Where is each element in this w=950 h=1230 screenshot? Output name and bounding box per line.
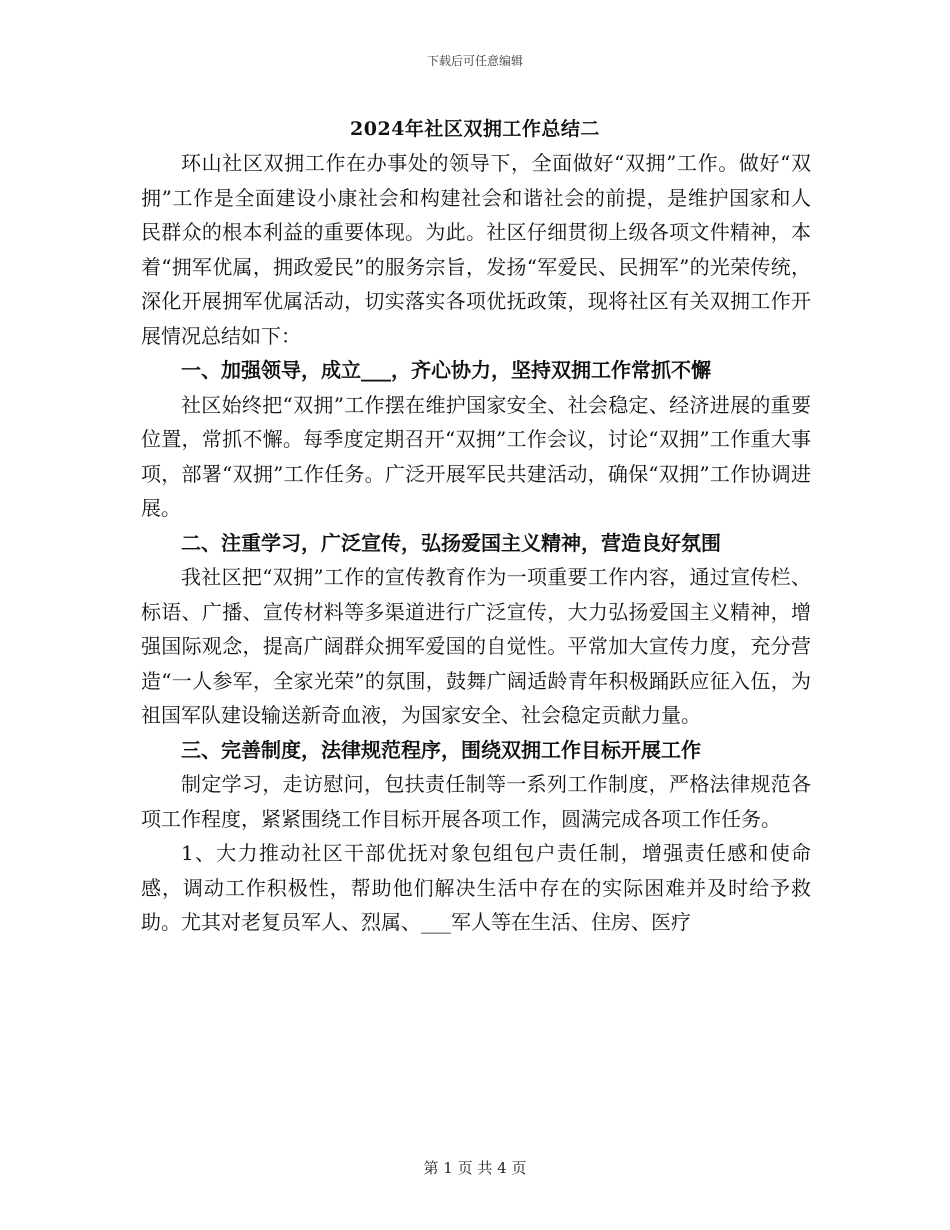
body-paragraph: 社区始终把“双拥”工作摆在维护国家安全、社会稳定、经济进展的重要位置，常抓不懈。每季度定期召开“双拥”工作会议，讨论“双拥”工作重大事项，部署“双拥”工作任务。广泛开展军民共建活动，确保“双拥”工作协调进展。 xyxy=(141,392,811,520)
page-footer: 第 1 页 共 4 页 xyxy=(423,1159,527,1177)
body-paragraph: 制定学习，走访慰问，包扶责任制等一系列工作制度，严格法律规范各项工作程度，紧紧围绕工作目标开展各项工作，圆满完成各项工作任务。 xyxy=(141,772,811,831)
document-title: 2024年社区双拥工作总结二 xyxy=(350,118,600,140)
section-heading: 三、完善制度，法律规范程序，围绕双拥工作目标开展工作 xyxy=(181,737,701,762)
body-paragraph: 我社区把“双拥”工作的宣传教育作为一项重要工作内容，通过宣传栏、标语、广播、宣传材料等多渠道进行广泛宣传，大力弘扬爱国主义精神，增强国际观念，提高广阔群众拥军爱国的自觉性。平常加大宣传力度，充分营造“一人参军，全家光荣”的氛围，鼓舞广阔适龄青年积极踊跃应征入伍，为祖国军队建设输送新奇血液，为国家安全、社会稳定贡献力量。 xyxy=(141,565,811,727)
section-heading: 二、注重学习，广泛宣传，弘扬爱国主义精神，营造良好氛围 xyxy=(181,530,721,555)
document-body xyxy=(141,146,811,940)
body-paragraph: 1、大力推动社区干部优抚对象包组包户责任制，增强责任感和使命感，调动工作积极性，帮助他们解决生活中存在的实际困难并及时给予救助。尤其对老复员军人、烈属、___军人等在生活、住房、医疗 xyxy=(141,841,811,934)
section-heading: 一、加强领导，成立___，齐心协力，坚持双拥工作常抓不懈 xyxy=(181,358,711,382)
body-paragraph: 环山社区双拥工作在办事处的领导下，全面做好“双拥”工作。做好“双拥”工作是全面建设小康社会和构建社会和谐社会的前提，是维护国家和人民群众的根本利益的重要体现。为此。社区仔细贯彻上级各项文件精神，本着“拥军优属，拥政爱民”的服务宗旨，发扬“军爱民、民拥军”的光荣传统，深化开展拥军优属活动，切实落实各项优抚政策，现将社区有关双拥工作开展情况总结如下： xyxy=(141,151,811,348)
header-note: 下载后可任意编辑 xyxy=(426,54,523,68)
